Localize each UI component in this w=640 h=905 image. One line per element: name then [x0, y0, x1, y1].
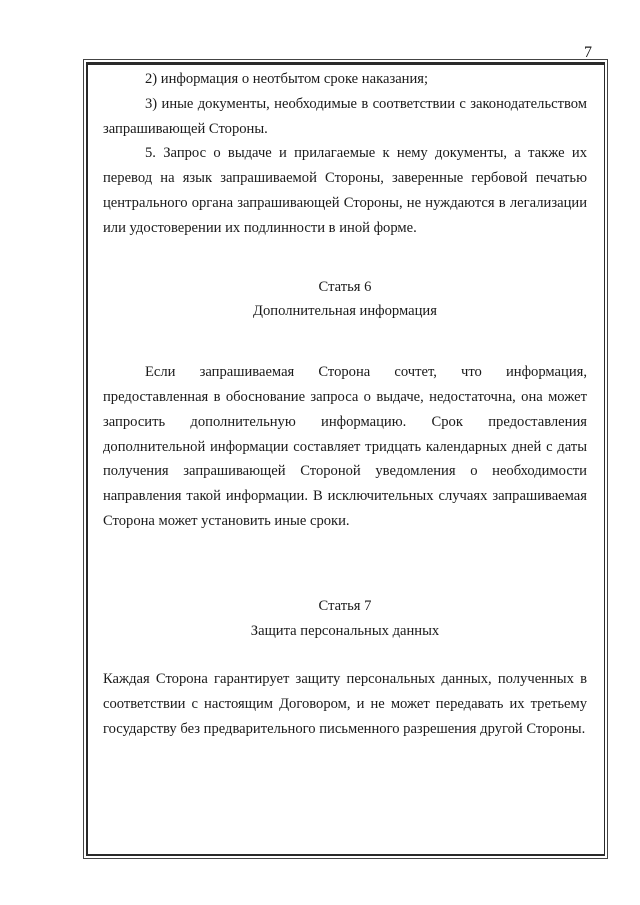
spacer [103, 241, 587, 275]
article-6-text: Если запрашиваемая Сторона сочтет, что информация, предоставленная в обоснование запроса о выдаче, недостаточна, она может запросить дополнительную информацию. Срок предоставления дополнительной информации составляет тридцать календарных дней с даты получения запрашивающей Стороной уведомления о необходимости направления такой информации. В исключительных случаях запрашиваемая Сторона может установить иные сроки. [103, 364, 587, 529]
article-7-number: Статья 7 [318, 597, 372, 614]
article-6 [103, 275, 587, 534]
article-7-text: Каждая Сторона гарантирует защиту персональных данных, полученных в соответствии с настоящим Договором, и не может передавать их третьему государству без предварительного письменного разрешения другой Стороны. [103, 671, 587, 737]
paragraph-item-2: 2) информация о неотбытом сроке наказания; [145, 71, 429, 87]
article-7 [103, 594, 587, 742]
article-7-title: Защита персональных данных [250, 622, 440, 639]
article-6-number: Статья 6 [318, 278, 372, 295]
spacer [103, 643, 587, 667]
document-body [103, 66, 587, 742]
page-number: 7 [584, 44, 592, 61]
spacer [103, 324, 587, 360]
paragraph-item-3: 3) иные документы, необходимые в соответствии с законодательством запрашивающей Стороны. [103, 95, 587, 137]
spacer [103, 534, 587, 594]
article-6-title: Дополнительная информация [253, 303, 437, 320]
paragraph-item-5: 5. Запрос о выдаче и прилагаемые к нему документы, а также их перевод на язык запрашиваемой Стороны, заверенные гербовой печатью центрального органа запрашивающей Стороны, не нуждаются в легализации или удостоверении их подлинности в иной форме. [103, 145, 587, 236]
